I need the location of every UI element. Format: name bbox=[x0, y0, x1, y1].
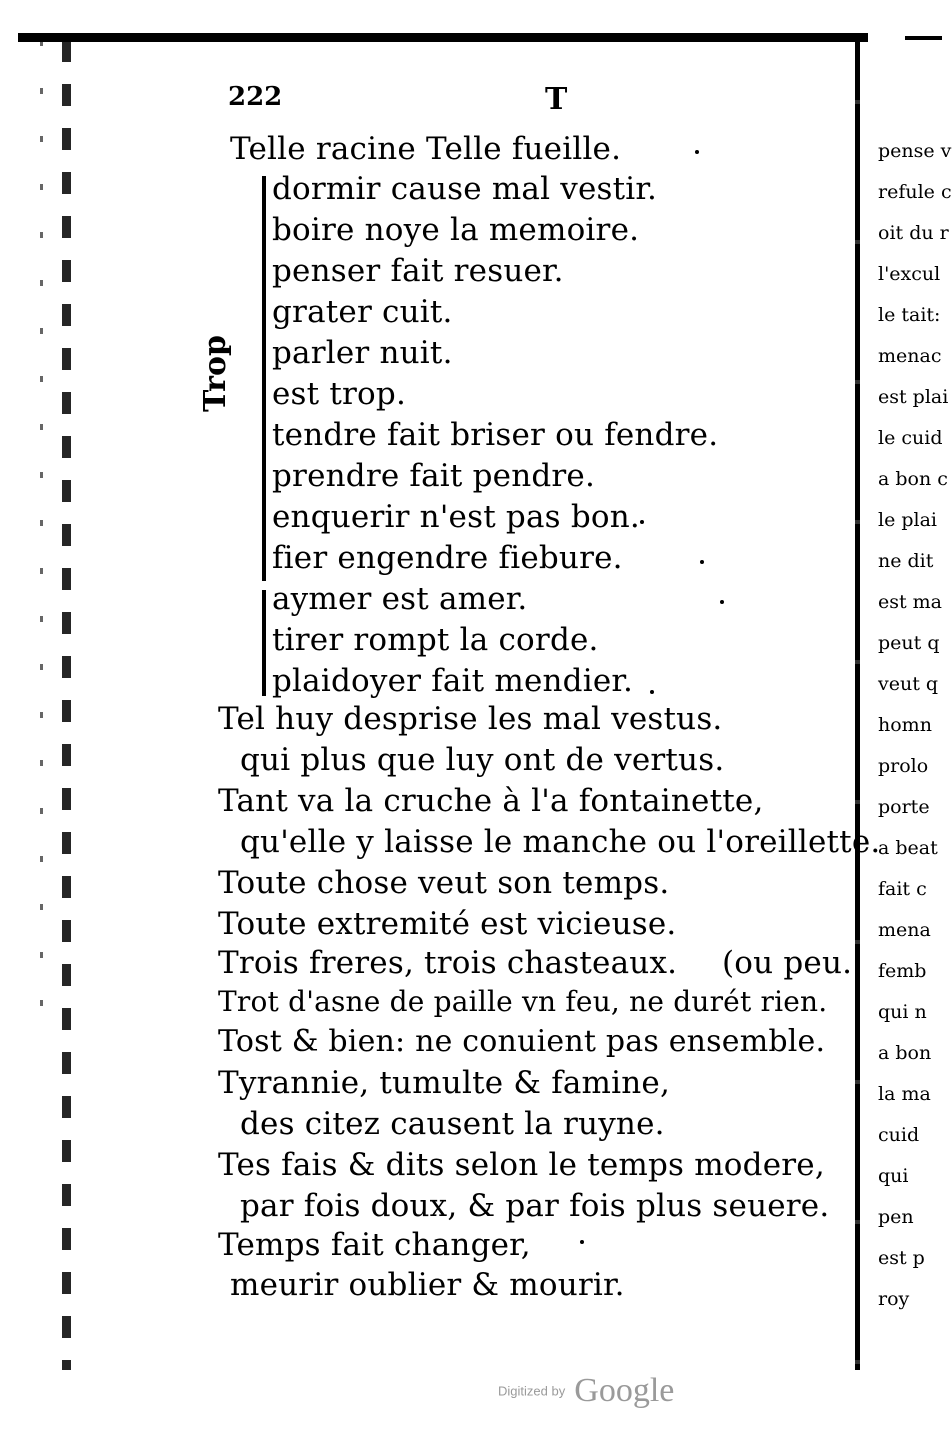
margin-fragment: peut q bbox=[878, 632, 940, 654]
margin-fragment: a bon c bbox=[878, 468, 948, 490]
proverb-line: boire noye la memoire. bbox=[272, 212, 640, 248]
proverb-line: Telle racine Telle fueille. bbox=[230, 131, 622, 167]
margin-fragment: a bon bbox=[878, 1042, 932, 1064]
margin-fragment: oit du r bbox=[878, 222, 949, 244]
proverb-line: Tost & bien: ne conuient pas ensemble. bbox=[218, 1024, 826, 1059]
page-number: 222 bbox=[228, 82, 283, 112]
proverb-line: tendre fait briser ou fendre. bbox=[272, 417, 719, 453]
proverb-line: aymer est amer. bbox=[272, 581, 528, 617]
proverb-line: Trois freres, trois chasteaux. bbox=[218, 945, 678, 981]
margin-fragment: fait c bbox=[878, 878, 927, 900]
side-label-text: Trop bbox=[198, 335, 233, 412]
top-rule-fragment bbox=[905, 36, 942, 40]
margin-fragment: porte bbox=[878, 796, 930, 818]
margin-fragment: femb bbox=[878, 960, 927, 982]
margin-fragment: veut q bbox=[878, 673, 939, 695]
proverb-line: Toute chose veut son temps. bbox=[218, 865, 670, 901]
proverb-line: des citez causent la ruyne. bbox=[240, 1106, 665, 1142]
proverb-line: Tel huy desprise les mal vestus. bbox=[218, 701, 723, 737]
margin-fragment: qui n bbox=[878, 1001, 927, 1023]
margin-fragment: la ma bbox=[878, 1083, 931, 1105]
left-scan-edge-faint bbox=[40, 40, 43, 1040]
speck bbox=[720, 600, 724, 604]
proverb-line: Tant va la cruche à l'a fontainette, bbox=[218, 783, 764, 819]
proverb-line: parler nuit. bbox=[272, 335, 453, 371]
proverb-line: prendre fait pendre. bbox=[272, 458, 596, 494]
speck bbox=[580, 1240, 584, 1244]
margin-fragment: pen bbox=[878, 1206, 914, 1228]
proverb-line: dormir cause mal vestir. bbox=[272, 171, 658, 207]
proverb-note: (ou peu. bbox=[722, 945, 853, 981]
proverb-line: qu'elle y laisse le manche ou l'oreillette. bbox=[240, 824, 881, 860]
letter-heading: T bbox=[545, 82, 568, 117]
speck bbox=[700, 560, 704, 564]
margin-fragment: qui bbox=[878, 1165, 909, 1187]
margin-fragment: le tait: bbox=[878, 304, 941, 326]
top-rule bbox=[18, 33, 868, 42]
margin-fragment: le plai bbox=[878, 509, 938, 531]
margin-fragment: roy bbox=[878, 1288, 910, 1310]
proverb-line: est trop. bbox=[272, 376, 407, 412]
margin-fragment: ne dit bbox=[878, 550, 934, 572]
margin-fragment: refule c bbox=[878, 181, 952, 203]
proverb-line: fier engendre fiebure. bbox=[272, 540, 623, 576]
proverb-line: Tes fais & dits selon le temps modere, bbox=[218, 1147, 825, 1183]
proverb-line: grater cuit. bbox=[272, 294, 453, 330]
margin-fragment: homn bbox=[878, 714, 932, 736]
proverb-line: plaidoyer fait mendier. bbox=[272, 663, 634, 699]
side-label-trop bbox=[198, 335, 233, 412]
proverb-line: meurir oublier & mourir. bbox=[230, 1267, 625, 1303]
proverb-line: par fois doux, & par fois plus seuere. bbox=[240, 1188, 830, 1224]
speck bbox=[695, 150, 699, 154]
proverb-line: penser fait resuer. bbox=[272, 253, 564, 289]
margin-fragment: l'excul bbox=[878, 263, 941, 285]
bracket-trop-group-2 bbox=[262, 590, 272, 696]
margin-fragment: est p bbox=[878, 1247, 925, 1269]
adjacent-page-margin bbox=[872, 140, 952, 1350]
proverb-line: Tyrannie, tumulte & famine, bbox=[218, 1065, 671, 1101]
margin-fragment: menac bbox=[878, 345, 942, 367]
proverb-line: Temps fait changer, bbox=[218, 1227, 531, 1263]
margin-fragment: prolo bbox=[878, 755, 929, 777]
margin-fragment: le cuid bbox=[878, 427, 943, 449]
margin-fragment: a beat bbox=[878, 837, 938, 859]
margin-fragment: pense v bbox=[878, 140, 952, 162]
proverb-line: enquerir n'est pas bon. bbox=[272, 499, 640, 535]
proverb-line: Trot d'asne de paille vn feu, ne durét rien. bbox=[218, 985, 828, 1018]
proverb-line: qui plus que luy ont de vertus. bbox=[240, 742, 725, 778]
google-watermark bbox=[498, 1372, 674, 1410]
watermark-prefix: Digitized by bbox=[498, 1383, 566, 1399]
proverb-line: Toute extremité est vicieuse. bbox=[218, 906, 677, 942]
margin-fragment: est ma bbox=[878, 591, 943, 613]
margin-fragment: mena bbox=[878, 919, 931, 941]
margin-fragment: cuid bbox=[878, 1124, 920, 1146]
bracket-trop-group bbox=[262, 176, 272, 581]
speck bbox=[650, 690, 654, 694]
speck bbox=[640, 520, 644, 524]
gutter-line bbox=[855, 40, 860, 1370]
left-scan-edge bbox=[62, 40, 71, 1370]
watermark-brand: Google bbox=[574, 1372, 675, 1409]
proverb-line: tirer rompt la corde. bbox=[272, 622, 599, 658]
margin-fragment: est plai bbox=[878, 386, 949, 408]
